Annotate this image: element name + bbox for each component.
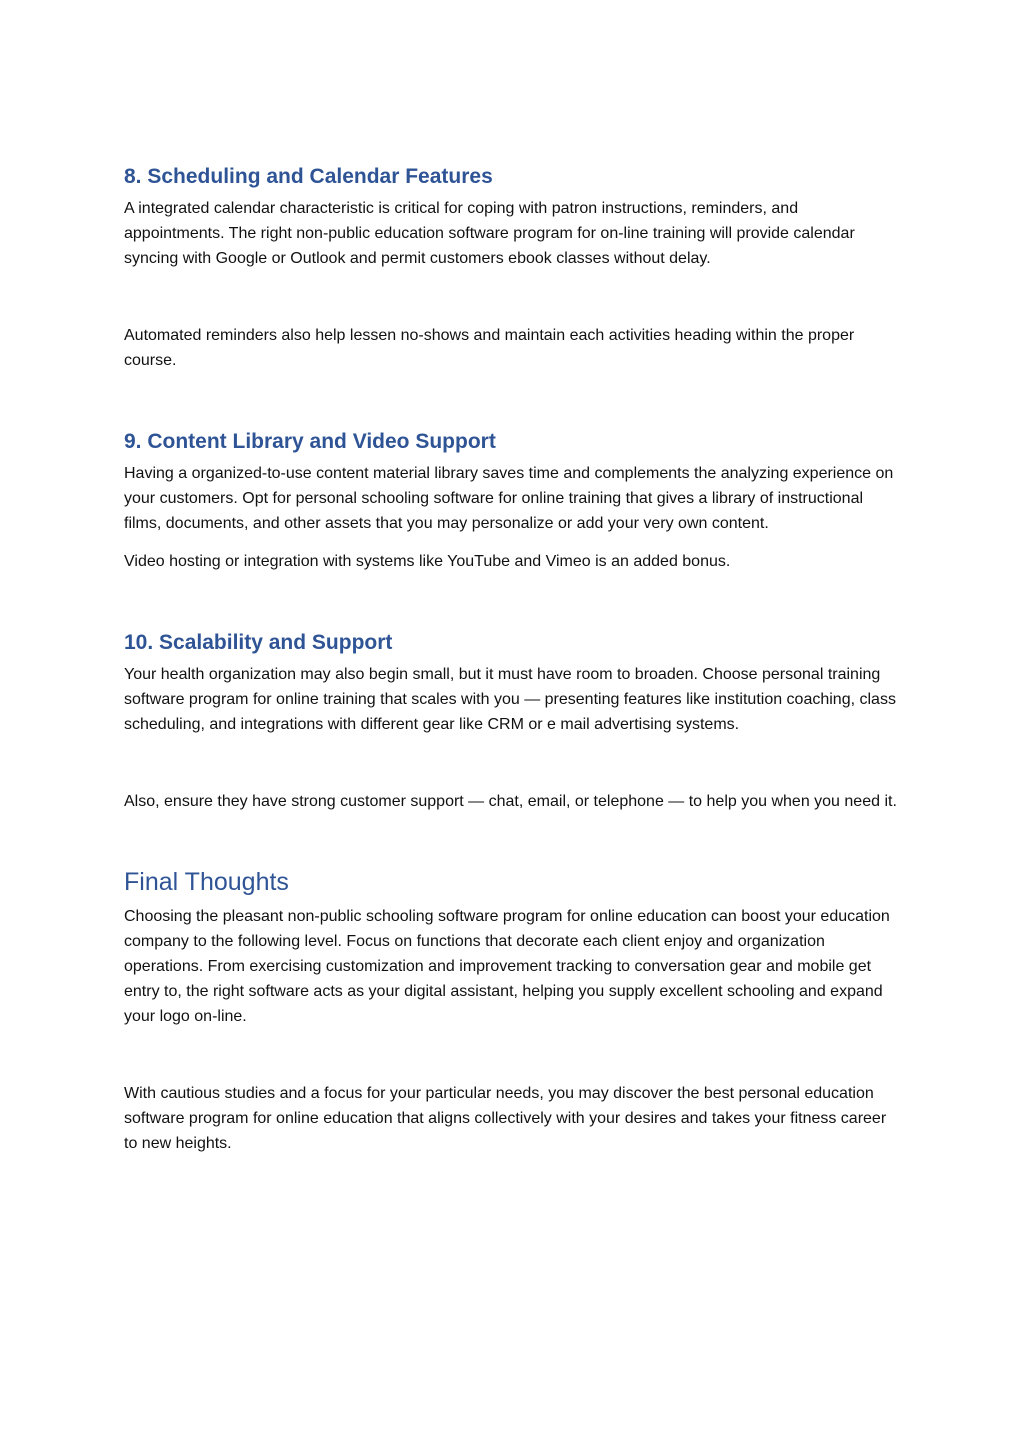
- document-page: [124, 160, 899, 1156]
- paragraph-final-1: Choosing the pleasant non-public schooling software program for online education can boost your education company to the following level. Focus on functions that decorate each client enjoy and organization operations. From exercising customization and improvement tracking to conversation gear and mobile get entry to, the right software acts as your digital assistant, helping you supply excellent schooling and expand your logo on-line.: [124, 908, 890, 1025]
- paragraph-scalability-2: Also, ensure they have strong customer support — chat, email, or telephone — to help you when you need it.: [124, 793, 897, 810]
- final-thoughts-heading: Final Thoughts: [124, 868, 289, 896]
- paragraph-content-library-1: Having a organized-to-use content material library saves time and complements the analyzing experience on your customers. Opt for personal schooling software for online training that gives a library of instructional films, documents, and other assets that you may personalize or add your very own content.: [124, 465, 894, 532]
- paragraph-content-library-2: Video hosting or integration with systems like YouTube and Vimeo is an added bonus.: [124, 553, 731, 570]
- paragraph-final-2: With cautious studies and a focus for your particular needs, you may discover the best personal education software program for online education that aligns collectively with your desires and takes your fitness career to new heights.: [124, 1085, 887, 1152]
- section-heading-scalability: 10. Scalability and Support: [124, 631, 393, 654]
- paragraph-scalability-1: Your health organization may also begin small, but it must have room to broaden. Choose personal training software program for online training that scales with you — presenting features like institution coaching, class scheduling, and integrations with different gear like CRM or e mail advertising systems.: [124, 666, 896, 733]
- section-heading-content-library: 9. Content Library and Video Support: [124, 430, 496, 453]
- paragraph-scheduling-1: A integrated calendar characteristic is critical for coping with patron instructions, reminders, and appointments. The right non-public education software program for on-line training will provide calendar syncing with Google or Outlook and permit customers ebook classes without delay.: [124, 200, 855, 267]
- section-heading-scheduling: 8. Scheduling and Calendar Features: [124, 165, 493, 188]
- paragraph-scheduling-2: Automated reminders also help lessen no-shows and maintain each activities heading within the proper course.: [124, 327, 855, 369]
